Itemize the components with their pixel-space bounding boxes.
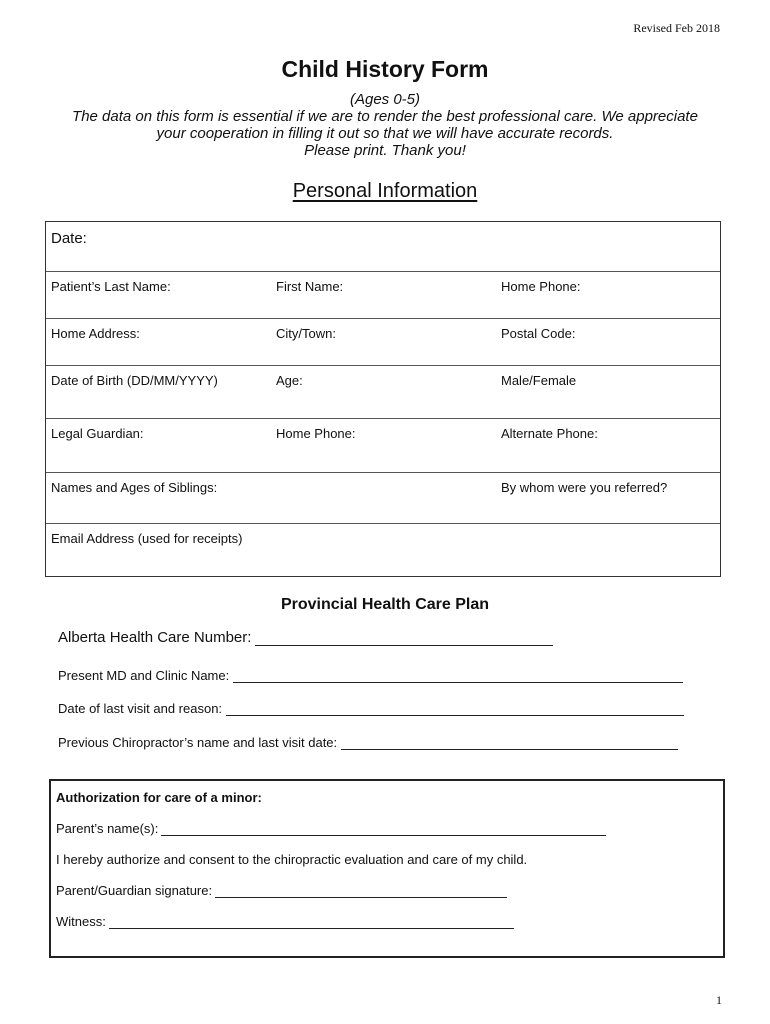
table-row[interactable] bbox=[46, 318, 720, 365]
intro-line: Please print. Thank you! bbox=[304, 142, 466, 159]
authorization-box bbox=[49, 779, 725, 958]
health-care-number-field[interactable] bbox=[58, 629, 553, 646]
legal-guardian-label: Legal Guardian: bbox=[51, 426, 144, 441]
postal-code-label: Postal Code: bbox=[501, 326, 576, 341]
form-subtitle: (Ages 0-5) bbox=[349, 91, 421, 108]
previous-chiropractor-blank[interactable] bbox=[341, 737, 678, 750]
personal-info-title: Personal Information bbox=[292, 180, 478, 202]
md-clinic-label: Present MD and Clinic Name: bbox=[58, 668, 230, 683]
parents-name-field[interactable] bbox=[56, 821, 606, 836]
email-label: Email Address (used for receipts) bbox=[51, 531, 243, 546]
witness-field[interactable] bbox=[56, 914, 514, 929]
home-phone-label: Home Phone: bbox=[501, 279, 581, 294]
previous-chiropractor-field[interactable] bbox=[58, 735, 678, 750]
table-row[interactable] bbox=[46, 271, 720, 318]
siblings-label: Names and Ages of Siblings: bbox=[51, 480, 218, 495]
witness-blank[interactable] bbox=[109, 916, 514, 929]
last-visit-label: Date of last visit and reason: bbox=[58, 701, 223, 716]
revision-date: Revised Feb 2018 bbox=[633, 21, 720, 35]
md-clinic-blank[interactable] bbox=[233, 670, 683, 683]
date-of-birth-label: Date of Birth (DD/MM/YYYY) bbox=[51, 373, 218, 388]
page-number: 1 bbox=[716, 993, 722, 1007]
last-visit-blank[interactable] bbox=[226, 703, 684, 716]
table-row[interactable] bbox=[46, 523, 720, 576]
date-label: Date: bbox=[51, 230, 87, 247]
intro-line: The data on this form is essential if we are to render the best professional care. We appreciate bbox=[72, 108, 698, 125]
last-name-label: Patient’s Last Name: bbox=[51, 279, 171, 294]
consent-statement: I hereby authorize and consent to the chiropractic evaluation and care of my child. bbox=[56, 852, 528, 867]
intro-line: your cooperation in filling it out so that we will have accurate records. bbox=[156, 125, 614, 142]
witness-label: Witness: bbox=[56, 914, 106, 929]
guardian-home-phone-label: Home Phone: bbox=[276, 426, 356, 441]
personal-info-heading bbox=[0, 180, 770, 203]
table-row[interactable] bbox=[46, 472, 720, 523]
first-name-label: First Name: bbox=[276, 279, 344, 294]
table-row[interactable] bbox=[46, 365, 720, 418]
referral-label: By whom were you referred? bbox=[501, 480, 668, 495]
date-row[interactable] bbox=[46, 222, 720, 271]
signature-field[interactable] bbox=[56, 883, 507, 898]
home-address-label: Home Address: bbox=[51, 326, 140, 341]
city-town-label: City/Town: bbox=[276, 326, 336, 341]
authorization-heading: Authorization for care of a minor: bbox=[56, 790, 262, 805]
health-care-number-blank[interactable] bbox=[255, 633, 553, 646]
signature-blank[interactable] bbox=[215, 885, 507, 898]
intro-text bbox=[40, 108, 730, 159]
gender-label: Male/Female bbox=[501, 373, 577, 388]
previous-chiropractor-label: Previous Chiropractor’s name and last visit date: bbox=[58, 735, 338, 750]
parents-name-blank[interactable] bbox=[161, 823, 606, 836]
md-clinic-field[interactable] bbox=[58, 668, 683, 683]
signature-label: Parent/Guardian signature: bbox=[56, 883, 213, 898]
form-title: Child History Form bbox=[281, 56, 489, 82]
health-plan-heading: Provincial Health Care Plan bbox=[280, 596, 490, 613]
last-visit-field[interactable] bbox=[58, 701, 684, 716]
age-label: Age: bbox=[276, 373, 303, 388]
alternate-phone-label: Alternate Phone: bbox=[501, 426, 598, 441]
health-care-number-label: Alberta Health Care Number: bbox=[58, 629, 252, 646]
parents-name-label: Parent’s name(s): bbox=[56, 821, 159, 836]
table-row[interactable] bbox=[46, 418, 720, 472]
personal-info-table bbox=[45, 221, 721, 577]
